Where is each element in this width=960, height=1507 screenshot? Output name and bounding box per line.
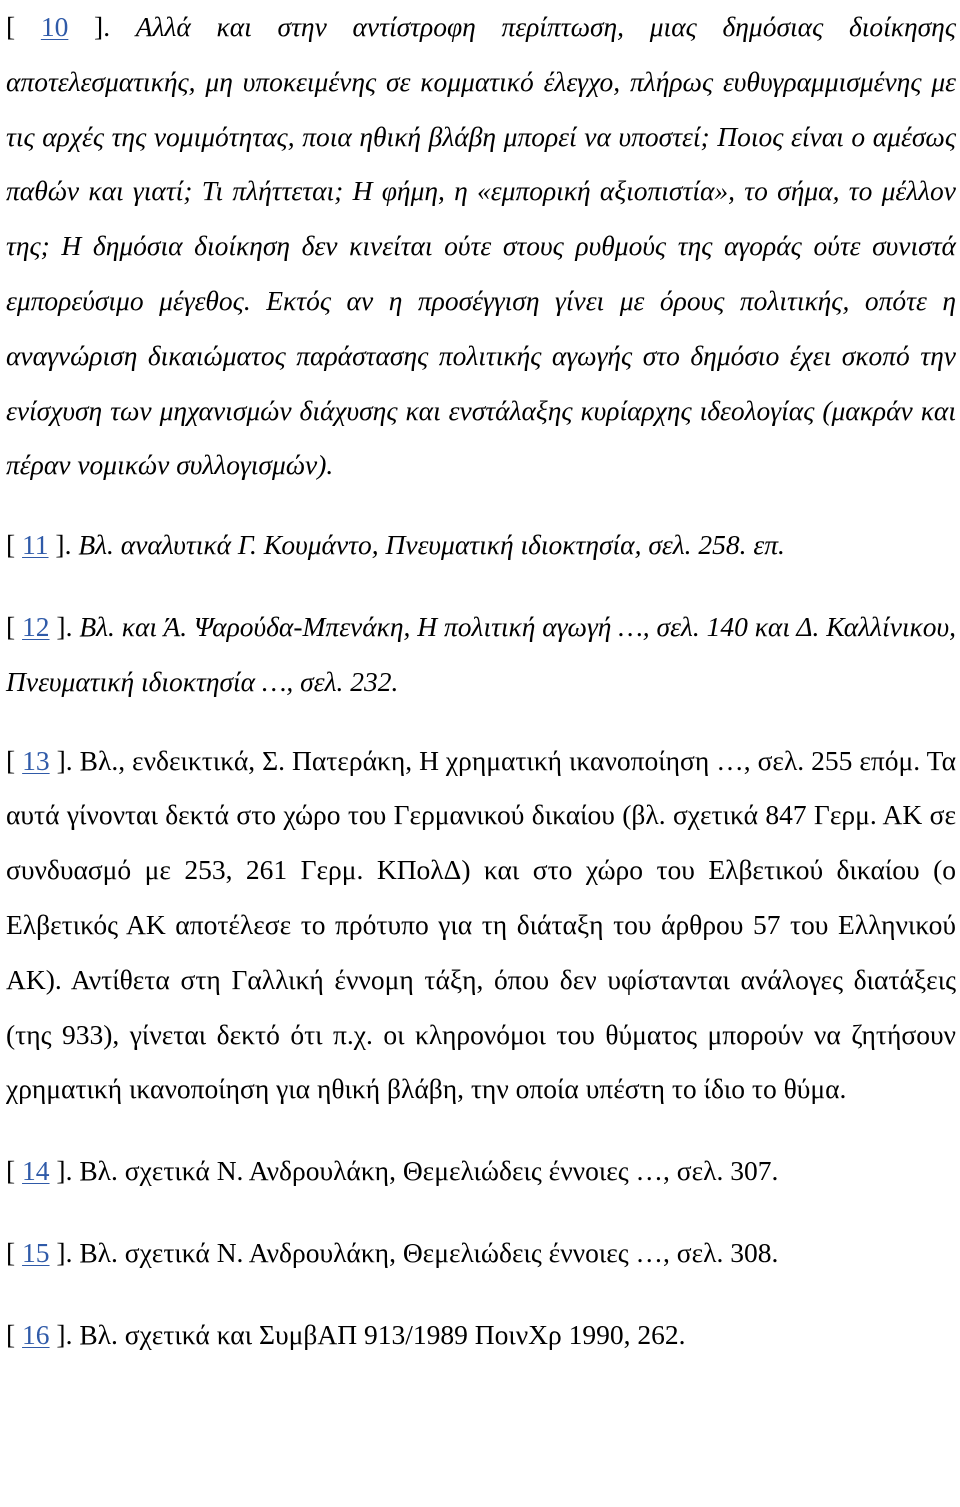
footnotes-page (6, 0, 956, 1363)
footnote-close-bracket: ]. (49, 1155, 73, 1187)
footnote-10 (6, 0, 956, 493)
footnote-13 (6, 734, 956, 1118)
footnote-close-bracket: ]. (48, 529, 72, 561)
footnote-12 (6, 600, 956, 710)
footnote-open-bracket: [ (6, 1155, 23, 1187)
footnote-12-text: Βλ. και Ά. Ψαρούδα-Μπενάκη, Η πολιτική αγωγή …, σελ. 140 και Δ. Καλλίνικου, Πνευματική ιδιοκτησία …, σελ. 232. (6, 610, 956, 697)
footnote-close-bracket: ]. (49, 1236, 73, 1268)
footnote-10-text: Αλλά και στην αντίστροφη περίπτωση, μιας δημόσιας διοίκησης αποτελεσματικής, μη υποκειμένης σε κομματικό έλεγχο, πλήρως ευθυγραμμισμένης με τις αρχές της νομιμότητας, ποια ηθική βλάβη μπορεί να υποστεί; Ποιος είναι ο αμέσως παθών και γιατί; Τι πλήττεται; Η φήμη, η «εμπορική αξιοπιστία», το σήμα, το μέλλον της; Η δημόσια διοίκηση δεν κινείται ούτε στους ρυθμούς της αγοράς ούτε συνιστά εμπορεύσιμο μέγεθος. Εκτός αν η προσέγγιση γίνει με όρους πολιτικής, οπότε η αναγνώριση δικαιώματος παράστασης πολιτικής αγωγής στο δημόσιο έχει σκοπό την ενίσχυση των μηχανισμών διάχυσης και ενστάλαξης κυρίαρχης ιδεολογίας (μακράν και πέραν νομικών συλλογισμών). (6, 11, 956, 481)
footnote-14-text: Βλ. σχετικά Ν. Ανδρουλάκη, Θεμελιώδεις έννοιες …, σελ. 307. (79, 1155, 779, 1187)
footnote-open-bracket: [ (6, 744, 23, 776)
footnote-open-bracket: [ (6, 610, 23, 642)
footnote-16 (6, 1308, 956, 1363)
footnote-15-text: Βλ. σχετικά Ν. Ανδρουλάκη, Θεμελιώδεις έννοιες …, σελ. 308. (79, 1236, 779, 1268)
footnote-close-bracket: ]. (49, 610, 73, 642)
footnote-14 (6, 1144, 956, 1199)
footnote-ref-11[interactable]: 11 (22, 529, 49, 561)
footnote-ref-10[interactable]: 10 (40, 11, 69, 42)
footnote-open-bracket: [ (6, 529, 23, 561)
footnote-close-bracket: ]. (49, 744, 73, 776)
footnote-open-bracket: [ (6, 1236, 23, 1268)
footnote-open-bracket: [ (6, 1318, 23, 1350)
footnote-11-text: Βλ. αναλυτικά Γ. Κουμάντο, Πνευματική ιδιοκτησία, σελ. 258. επ. (78, 529, 785, 561)
footnote-ref-14[interactable]: 14 (22, 1155, 50, 1187)
footnote-ref-13[interactable]: 13 (22, 744, 50, 776)
footnote-ref-12[interactable]: 12 (22, 610, 50, 642)
footnote-16-text: Βλ. σχετικά και ΣυμβΑΠ 913/1989 ΠοινΧρ 1990, 262. (79, 1318, 686, 1350)
footnote-open-bracket: [ (6, 11, 41, 42)
footnote-15 (6, 1226, 956, 1281)
footnote-11 (6, 518, 956, 573)
footnote-13-text: Βλ., ενδεικτικά, Σ. Πατεράκη, Η χρηματική ικανοποίηση …, σελ. 255 επόμ. Τα αυτά γίνονται δεκτά στο χώρο του Γερμανικού δικαίου (βλ. σχετικά 847 Γερμ. ΑΚ σε συνδυασμό με 253, 261 Γερμ. ΚΠολΔ) και στο χώρο του Ελβετικού δικαίου (ο Ελβετικός ΑΚ αποτέλεσε το πρότυπο για τη διάταξη του άρθρου 57 του Ελληνικού ΑΚ). Αντίθετα στη Γαλλική έννομη τάξη, όπου δεν υφίστανται ανάλογες διατάξεις (της 933), γίνεται δεκτό ότι π.χ. οι κληρονόμοι του θύματος μπορούν να ζητήσουν χρηματική ικανοποίηση για ηθική βλάβη, την οποία υπέστη το ίδιο το θύμα. (6, 744, 956, 1105)
footnote-ref-15[interactable]: 15 (22, 1236, 50, 1268)
footnote-ref-16[interactable]: 16 (22, 1318, 50, 1350)
footnote-close-bracket: ]. (49, 1318, 73, 1350)
footnote-close-bracket: ]. (68, 11, 111, 42)
